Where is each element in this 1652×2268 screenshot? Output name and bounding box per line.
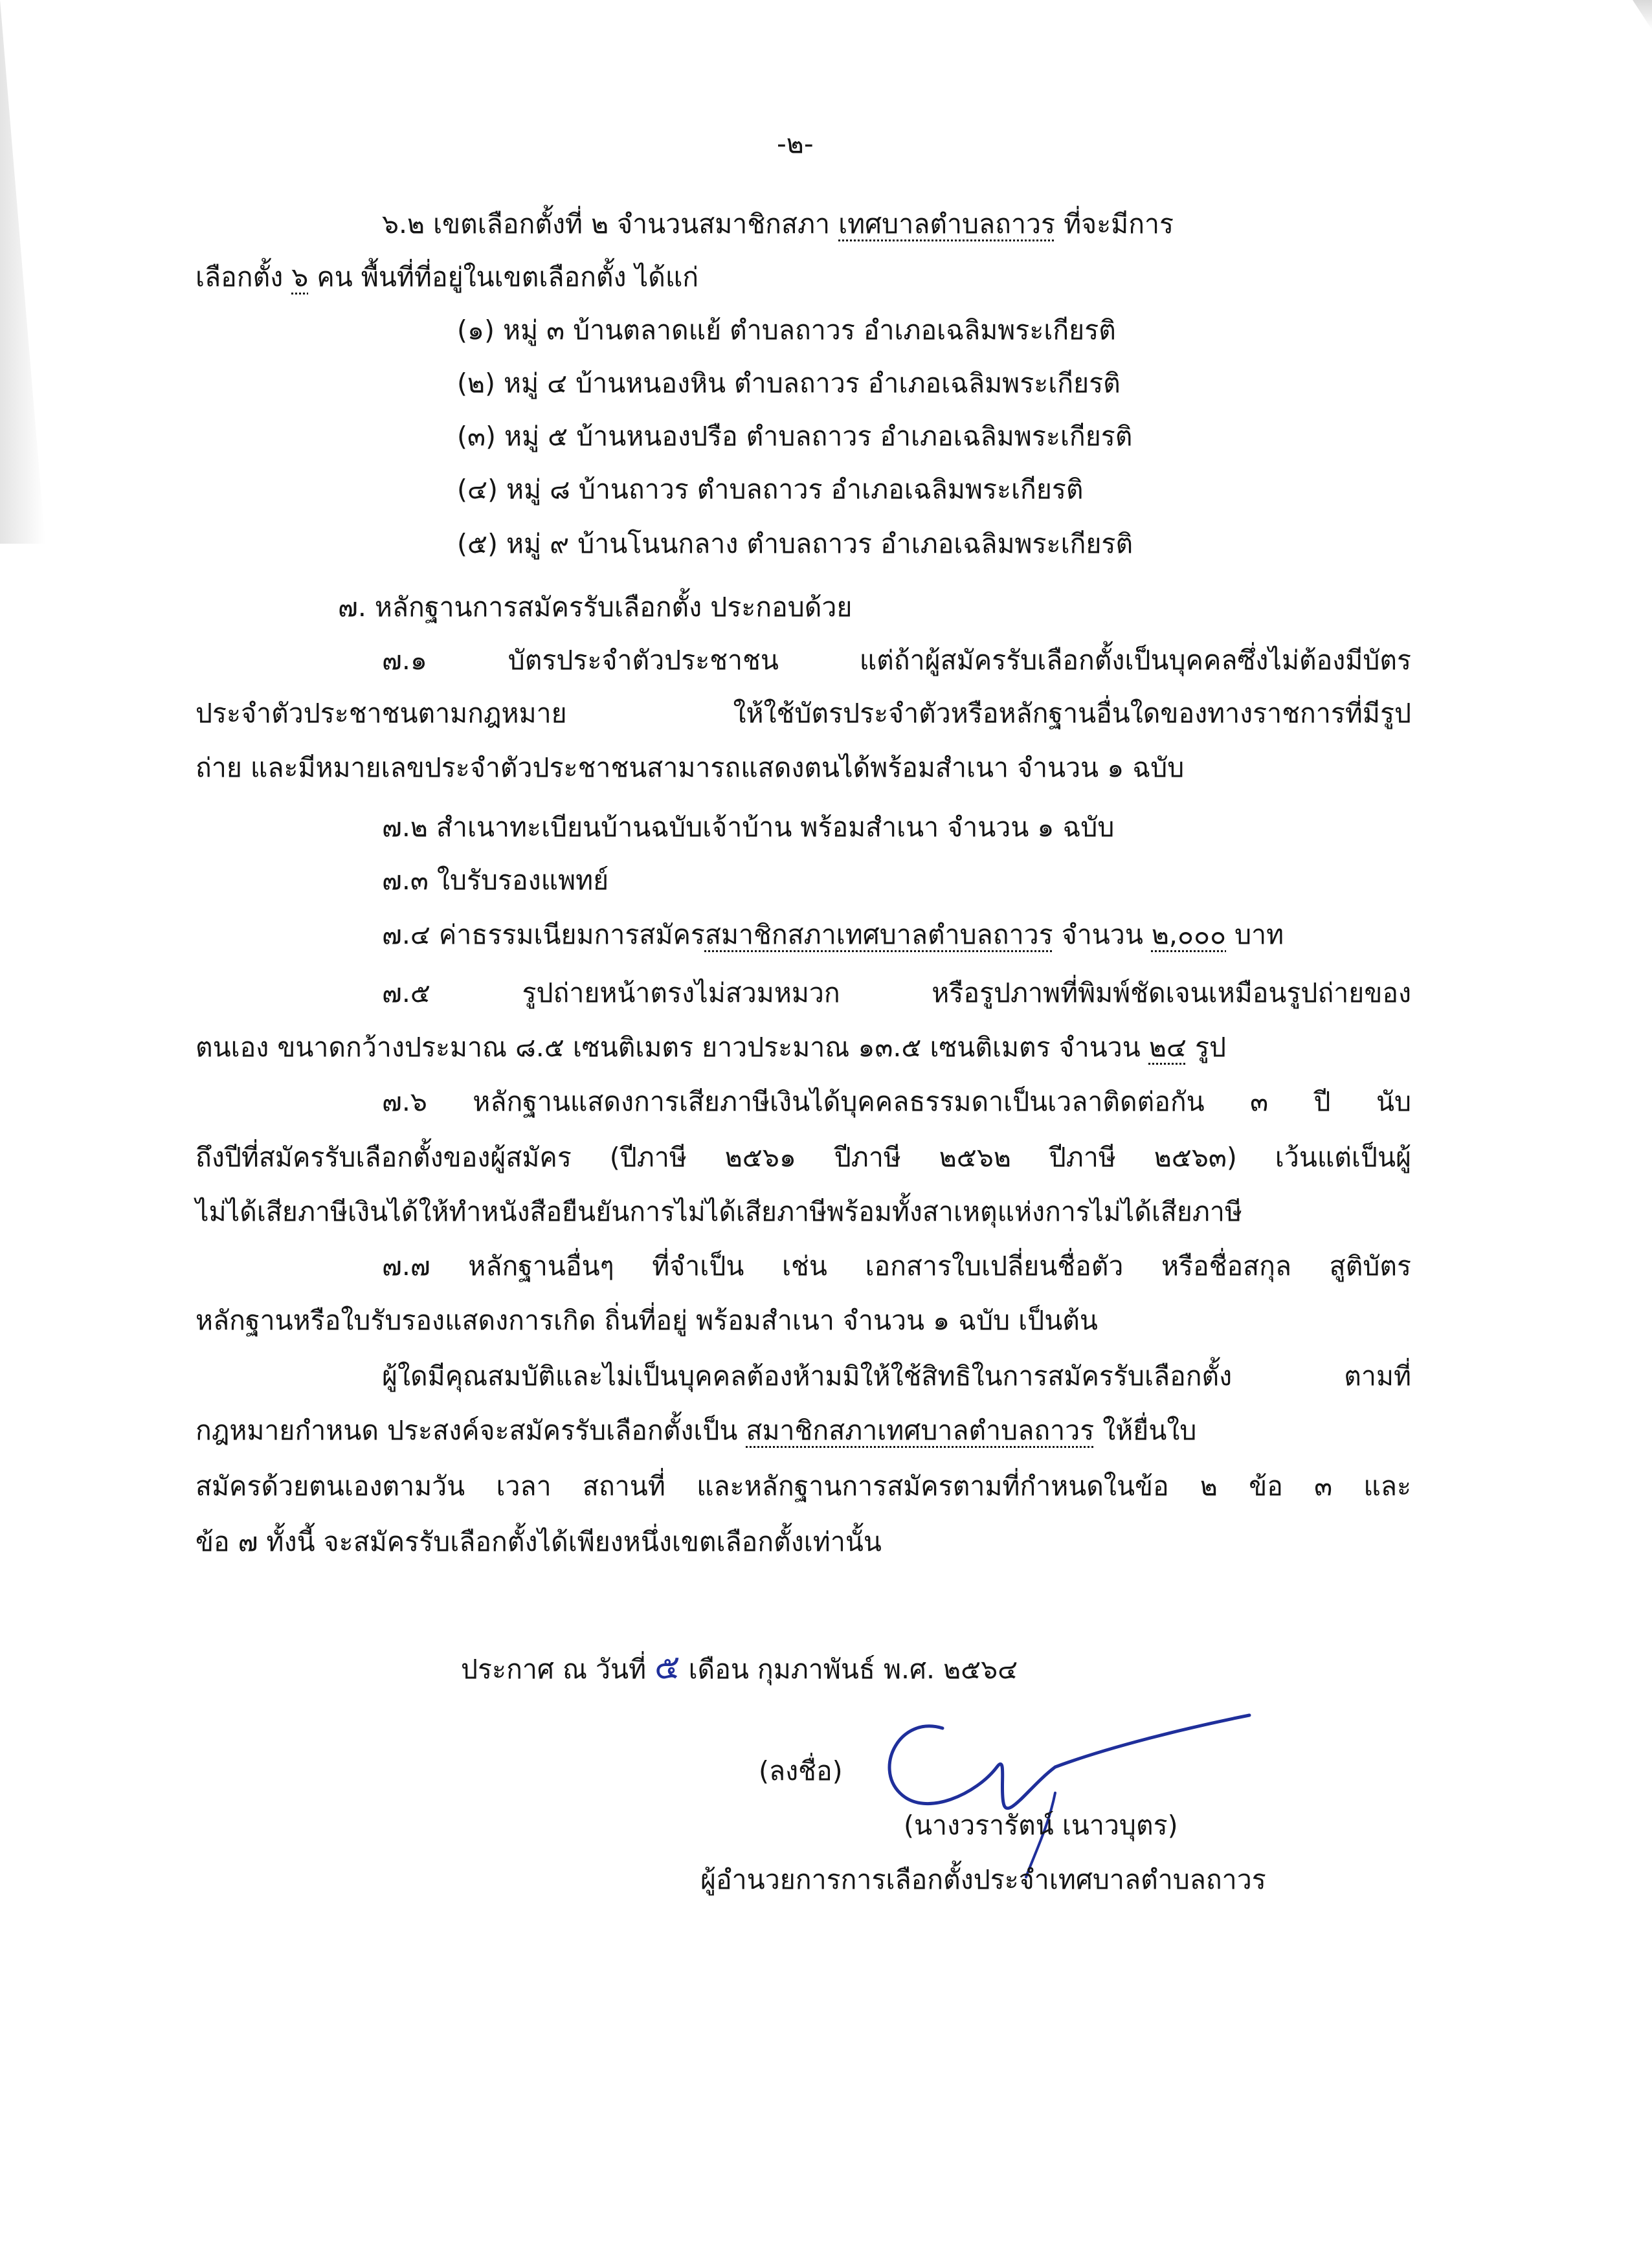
item-7-5-line1: ๗.๕ รูปถ่ายหน้าตรงไม่สวมหมวก หรือรูปภาพที่พิมพ์ชัดเจนเหมือนรูปถ่ายของ: [382, 977, 1411, 1008]
section-6-2-text-end: ที่จะมีการ: [1064, 208, 1174, 239]
signature-label: (ลงชื่อ): [759, 1755, 843, 1786]
closing-line3: สมัครด้วยตนเองตามวัน เวลา สถานที่ และหลักฐานการสมัครตามที่กำหนดในข้อ ๒ ข้อ ๓ และ: [195, 1471, 1411, 1502]
village-item: (๔) หมู่ ๘ บ้านถาวร ตำบลถาวร อำเภอเฉลิมพระเกียรติ: [457, 474, 1084, 505]
item-7-7-line2: หลักฐานหรือใบรับรองแสดงการเกิด ถิ่นที่อยู่ พร้อมสำเนา จำนวน ๑ ฉบับ เป็นต้น: [195, 1305, 1098, 1336]
item-7-4-text: ๗.๔ ค่าธรรมเนียมการสมัคร: [382, 919, 705, 950]
village-item: (๒) หมู่ ๔ บ้านหนองหิน ตำบลถาวร อำเภอเฉลิมพระเกียรติ: [457, 368, 1121, 399]
month-label: เดือน: [688, 1654, 749, 1685]
item-7-4-council: สมาชิกสภาเทศบาลตำบลถาวร: [704, 919, 1053, 950]
announcement-prefix: ประกาศ ณ วันที่: [461, 1654, 647, 1685]
village-item: (๑) หมู่ ๓ บ้านตลาดแย้ ตำบลถาวร อำเภอเฉลิมพระเกียรติ: [457, 315, 1116, 346]
item-7-1-line3: ถ่าย และมีหมายเลขประจำตัวประชาชนสามารถแสดงตนได้พร้อมสำเนา จำนวน ๑ ฉบับ: [195, 752, 1185, 783]
village-item: (๓) หมู่ ๕ บ้านหนองปรือ ตำบลถาวร อำเภอเฉลิมพระเกียรติ: [457, 421, 1133, 452]
member-count: ๖: [291, 261, 309, 293]
council-name: เทศบาลตำบลถาวร: [838, 208, 1056, 239]
item-7-2: ๗.๒ สำเนาทะเบียนบ้านฉบับเจ้าบ้าน พร้อมสำเนา จำนวน ๑ ฉบับ: [382, 812, 1115, 843]
village-item: (๕) หมู่ ๙ บ้านโนนกลาง ตำบลถาวร อำเภอเฉลิมพระเกียรติ: [457, 528, 1133, 559]
item-7-5-unit: รูป: [1194, 1032, 1227, 1063]
section-6-2-line1: [382, 205, 1174, 243]
item-7-4-amount-label: จำนวน: [1061, 919, 1143, 950]
section-6-2-text2: เลือกตั้ง: [195, 261, 284, 293]
item-7-6-line3: ไม่ได้เสียภาษีเงินได้ให้ทำหนังสือยืนยันการไม่ได้เสียภาษีพร้อมทั้งสาเหตุแห่งการไม่ได้เสียภาษี: [195, 1196, 1242, 1227]
signatory-position: ผู้อำนวยการการเลือกตั้งประจำเทศบาลตำบลถาวร: [700, 1864, 1266, 1895]
folded-corner: [0, 0, 45, 544]
closing-council: สมาชิกสภาเทศบาลตำบลถาวร: [746, 1415, 1095, 1446]
item-7-4-unit: บาท: [1234, 919, 1284, 950]
section-7-heading: ๗. หลักฐานการสมัครรับเลือกตั้ง ประกอบด้วย: [338, 592, 853, 623]
item-7-1-line2: ประจำตัวประชาชนตามกฎหมาย ให้ใช้บัตรประจำตัวหรือหลักฐานอื่นใดของทางราชการที่มีรูป: [195, 698, 1411, 729]
closing-line2: [195, 1411, 1196, 1450]
page-number: -๒-: [777, 128, 814, 159]
section-6-2-text2-end: คน พื้นที่ที่อยู่ในเขตเลือกตั้ง ได้แก่: [317, 261, 699, 293]
month: กุมภาพันธ์: [757, 1654, 875, 1685]
item-7-5-line2: [195, 1028, 1226, 1067]
item-7-3: ๗.๓ ใบรับรองแพทย์: [382, 865, 609, 896]
closing-line1: ผู้ใดมีคุณสมบัติและไม่เป็นบุคคลต้องห้ามมิให้ใช้สิทธิในการสมัครรับเลือกตั้ง ตามที่: [382, 1361, 1411, 1392]
item-7-4: [382, 915, 1284, 954]
photo-count: ๒๔: [1148, 1032, 1187, 1063]
item-7-5-text: ตนเอง ขนาดกว้างประมาณ ๘.๕ เซนติเมตร ยาวประมาณ ๑๓.๕ เซนติเมตร จำนวน: [195, 1032, 1141, 1063]
fee-amount: ๒,๐๐๐: [1151, 919, 1227, 950]
item-7-7-line1: ๗.๗ หลักฐานอื่นๆ ที่จำเป็น เช่น เอกสารใบเปลี่ยนชื่อตัว หรือชื่อสกุล สูติบัตร: [382, 1251, 1411, 1282]
signature-mark: [861, 1689, 1275, 1884]
signatory-name: (นางวรารัตน์ เนาวบุตร): [904, 1810, 1178, 1841]
section-6-2-line2: [195, 258, 698, 296]
item-7-6-line2: ถึงปีที่สมัครรับเลือกตั้งของผู้สมัคร (ปีภาษี ๒๕๖๑ ปีภาษี ๒๕๖๒ ปีภาษี ๒๕๖๓) เว้นแต่เป็นผู้: [195, 1142, 1411, 1173]
year: พ.ศ. ๒๕๖๔: [883, 1654, 1018, 1685]
section-6-2-text: ๖.๒ เขตเลือกตั้งที่ ๒ จำนวนสมาชิกสภา: [382, 208, 831, 239]
closing-text-end: ให้ยื่นใบ: [1102, 1415, 1197, 1446]
item-7-6-line1: ๗.๖ หลักฐานแสดงการเสียภาษีเงินได้บุคคลธรรมดาเป็นเวลาติดต่อกัน ๓ ปี นับ: [382, 1086, 1411, 1117]
scan-edge: [1633, 0, 1652, 30]
closing-text: กฎหมายกำหนด ประสงค์จะสมัครรับเลือกตั้งเป็น: [195, 1415, 738, 1446]
handwritten-day: ๕: [654, 1648, 680, 1687]
closing-line4: ข้อ ๗ ทั้งนี้ จะสมัครรับเลือกตั้งได้เพียงหนึ่งเขตเลือกตั้งเท่านั้น: [195, 1526, 882, 1557]
item-7-1-line1: ๗.๑ บัตรประจำตัวประชาชน แต่ถ้าผู้สมัครรับเลือกตั้งเป็นบุคคลซึ่งไม่ต้องมีบัตร: [382, 645, 1411, 676]
announcement-date: [461, 1648, 1018, 1689]
